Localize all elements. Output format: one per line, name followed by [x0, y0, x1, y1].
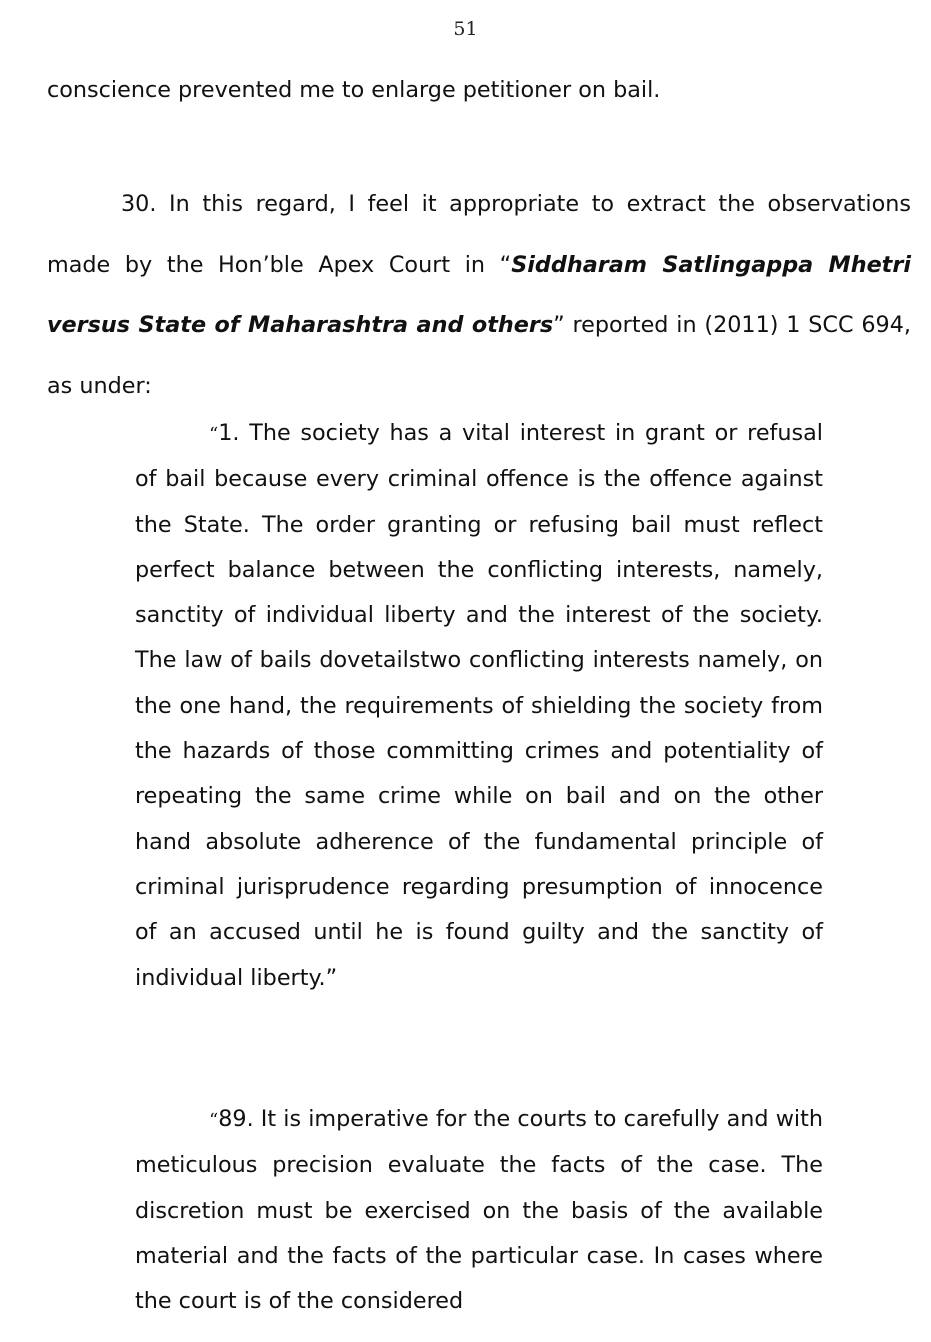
continuation-line: conscience prevented me to enlarge petitioner on bail. — [47, 77, 661, 103]
opening-quote-mark: “ — [209, 424, 219, 445]
paragraph-30 — [47, 174, 911, 416]
case-name: Siddharam Satlingappa Mhetri versus State of Maharashtra and others — [47, 251, 911, 338]
opening-quote-mark: “ — [209, 1110, 219, 1131]
quote-89-text: 89. It is imperative for the courts to carefully and with meticulous precision evaluate the facts of the case. The discretion must be exercised on the basis of the available material and the facts of the particular case. In cases where the court is of the considered — [135, 1106, 823, 1315]
quote-paragraph-89 — [135, 1097, 823, 1324]
page-number: 51 — [453, 18, 478, 40]
quote-1-text: 1. The society has a vital interest in grant or refusal of bail because every criminal offence is the offence against the State. The order granting or refusing bail must reflect perfect balance between the conflicting interests, namely, sanctity of individual liberty and the interest of the society. The law of bails dovetailstwo conflicting interests namely, on the one hand, the requirements of shielding the society from the hazards of those committing crimes and potentiality of repeating the same crime while on bail and on the other hand absolute adherence of the fundamental principle of criminal jurisprudence regarding presumption of innocence of an accused until he is found guilty and the sanctity of individual liberty.” — [135, 420, 823, 991]
paragraph-30-lead: 30. In this regard, I feel it appropriate to extract the observations made by the Hon’ble Apex Court in “ — [47, 191, 911, 278]
quote-paragraph-1 — [135, 411, 823, 1001]
paragraph-30-tail: ” reported in (2011) 1 SCC 694, as under: — [47, 312, 912, 399]
